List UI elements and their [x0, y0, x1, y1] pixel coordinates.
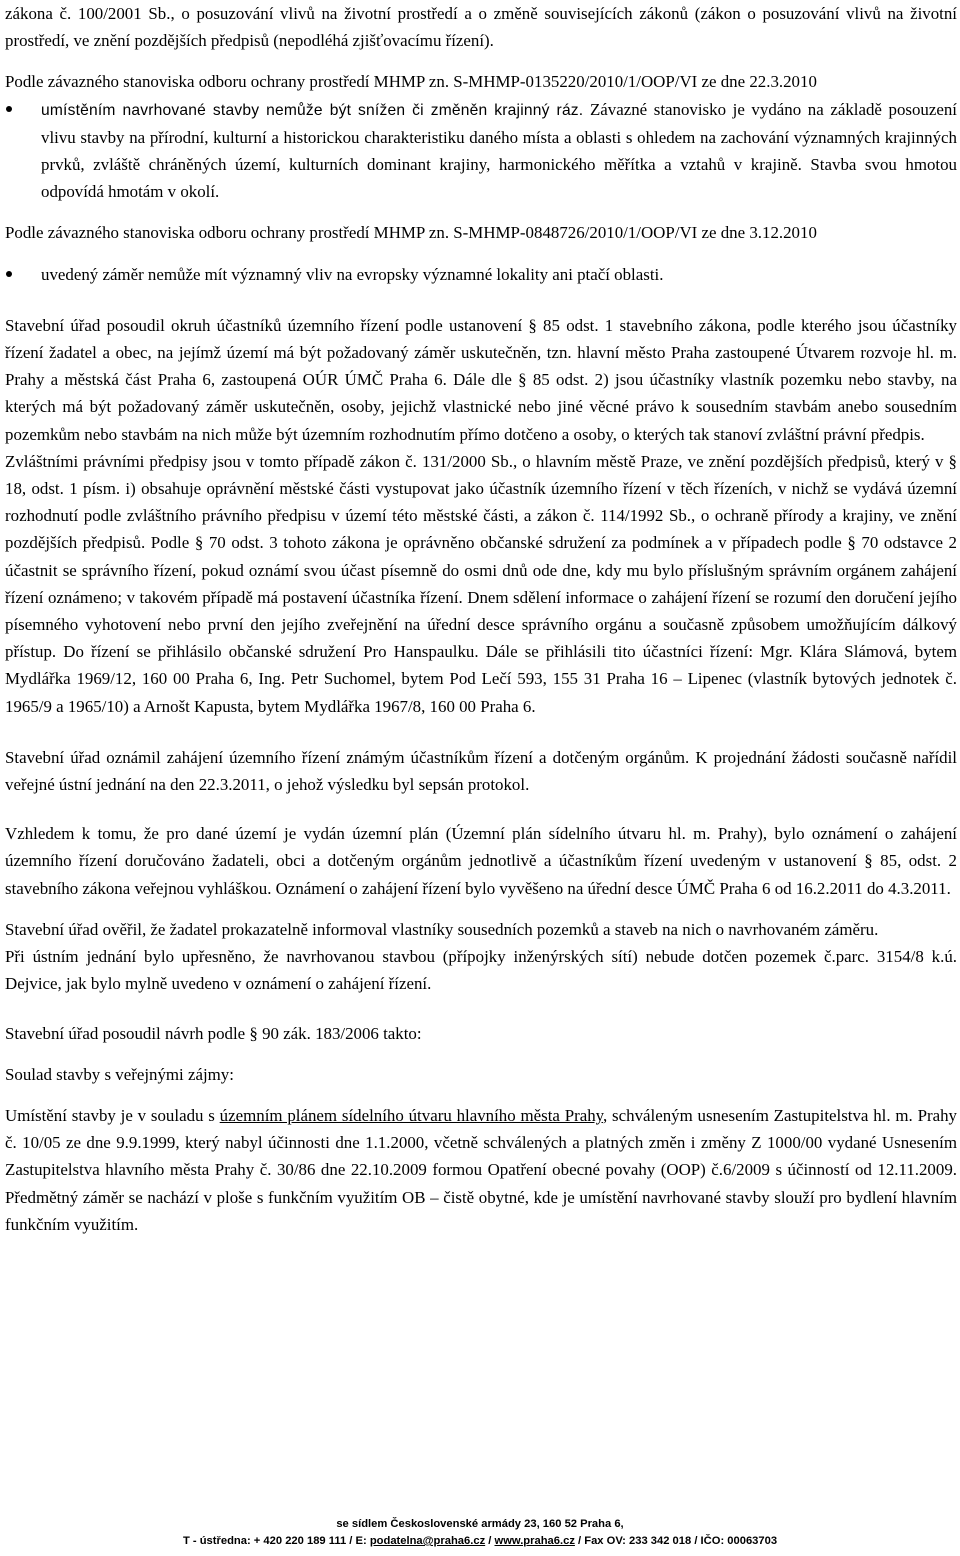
paragraph-intro: zákona č. 100/2001 Sb., o posuzování vlivů na životní prostředí a o změně souvisejících zákonů (zákon o posuzování vlivů na životní prostředí, ve znění pozdějších předpisů (nepodléhá zjišťovacímu řízení). [5, 4, 957, 51]
bullet-continuation: Závazné stanovisko je vydáno na základě posouzení vlivu stavby na přírodní, kulturní a historickou charakteristiku daného místa a oblasti s ohledem na zachování významných krajinných prvků, zvláště chráněných území, kulturních dominant krajiny, harmonického měřítka a vztahů v krajině. Stavba svou hmotou odpovídá hmotám v okolí. [41, 99, 957, 202]
footer-phone: T - ústředna: + 420 220 189 111 / E: [182, 1535, 370, 1547]
bullet-dot-icon [6, 106, 12, 112]
paragraph-uzemni-plan: Vzhledem k tomu, že pro dané území je vydán územní plán (Územní plán sídelního útvaru hl. m. Prahy), bylo oznámení o zahájení územního řízení doručováno žadateli, obci a dotčeným orgánům jednotlivě a účastníkům řízení uvedeným v ustanovení § 85, odst. 2 stavebního zákona veřejnou vyhláškou. Oznámení o zahájení řízení bylo vyvěšeno na úřední desce ÚMČ Praha 6 od 16.2.2011 do 4.3.2011. [5, 824, 957, 898]
bullet-item-krajinny-raz [5, 96, 957, 206]
soulad-text-end: , schváleným usnesením Zastupitelstva hl. m. Prahy č. 10/05 ze dne 9.9.1999, který nabyl účinnosti dne 1.1.2000, včetně schválených a platných změn i změny Z 1000/00 vydané Usnesením Zastupitelstva hlavního města Prahy č. 30/86 dne 22.10.2009 formou Opatření obecné povahy (OOP) č.6/2009 s účinností od 12.11.2009. Předmětný záměr se nachází v ploše s funkčním využitím OB – čistě obytné, kde je umístění navrhované stavby slouží pro bydlení hlavním funkčním využitím. [5, 1105, 957, 1234]
footer-web-link[interactable]: www.praha6.cz [494, 1535, 575, 1547]
footer-separator: / [485, 1535, 495, 1547]
uzemni-plan-reference: územním plánem sídelního útvaru hlavního města Prahy [219, 1105, 604, 1125]
paragraph-upresneni: Při ústním jednání bylo upřesněno, že navrhovanou stavbou (přípojky inženýrských sítí) nebude dotčen pozemek č.parc. 3154/8 k.ú. Dejvice, jak bylo mylně uvedeno v oznámení o zahájení řízení. [5, 947, 957, 994]
paragraph-zvlastni-predpisy: Zvláštními právními předpisy jsou v tomto případě zákon č. 131/2000 Sb., o hlavním městě Praze, ve znění pozdějších předpisů, který v § 18, odst. 1 písm. i) obsahuje oprávnění městské části vystupovat jako účastník územního řízení v těch řízeních, v nichž se vydává územní rozhodnutí podle zvláštního právního předpisu v území této městské části, a zákon č. 114/1992 Sb., o ochraně přírody a krajiny, ve znění pozdějších předpisů. Podle § 70 odst. 3 tohoto zákona je oprávněno občanské sdružení za podmínek a v případech podle § 70 odstavce 2 účastnit se správního řízení, pokud oznámí svou účast písemně do osmi dnů ode dne, kdy mu bylo příslušným správním orgánem zahájení řízení oznámeno; v takovém případě má postavení účastníka řízení. Dnem sdělení informace o zahájení řízení se rozumí den doručení jejího písemného vyhotovení nebo první den jejího zveřejnění na úřední desce správního orgánu a současně způsobem umožňujícím dálkový přístup. Do řízení se přihlásilo občanské sdružení Pro Hanspaulku. Dále se přihlásili tito účastníci řízení: Mgr. Klára Slámová, bytem Mydlářka 1969/12, 160 00 Praha 6, Ing. Petr Suchomel, bytem Pod Lečí 593, 155 31 Praha 16 – Lipenec (vlastník bytových jednotek č. 1965/9 a 1965/10) a Arnošt Kapusta, bytem Mydlářka 1967/8, 160 00 Praha 6. [5, 451, 957, 716]
bullet-text: umístěním navrhované stavby nemůže být snížen či změněn krajinný ráz. [41, 101, 584, 119]
footer-contacts [0, 1535, 960, 1547]
paragraph-stanovisko-2: Podle závazného stanoviska odboru ochrany prostředí MHMP zn. S-MHMP-0848726/2010/1/OOP/VI ze dne 3.12.2010 [5, 223, 817, 243]
paragraph-stanovisko-1: Podle závazného stanoviska odboru ochrany prostředí MHMP zn. S-MHMP-0135220/2010/1/OOP/VI ze dne 22.3.2010 [5, 72, 817, 92]
soulad-text-start: Umístění stavby je v souladu s [5, 1105, 220, 1125]
bullet-item-evropske-lokality [5, 261, 957, 288]
bullet-dot-icon [6, 271, 12, 277]
paragraph-oznameni: Stavební úřad oznámil zahájení územního řízení známým účastníkům řízení a dotčeným orgánům. K projednání žádosti současně nařídil veřejné ústní jednání na den 22.3.2011, o jehož výsledku byl sepsán protokol. [5, 747, 957, 795]
footer-fax-ico: / Fax OV: 233 342 018 / IČO: 00063703 [574, 1535, 778, 1547]
paragraph-soulad [5, 1102, 957, 1238]
paragraph-soulad-heading: Soulad stavby s veřejnými zájmy: [5, 1064, 234, 1084]
paragraph-posouzeni: Stavební úřad posoudil návrh podle § 90 zák. 183/2006 takto: [5, 1023, 422, 1043]
paragraph-ucastnici: Stavební úřad posoudil okruh účastníků územního řízení podle ustanovení § 85 odst. 1 stavebního zákona, podle kterého jsou účastníky řízení žadatel a obec, na jejímž území má být požadovaný záměr uskutečněn, tzn. hlavní město Praha zastoupené Útvarem rozvoje hl. m. Prahy a městská část Praha 6, zastoupená OÚR ÚMČ Praha 6. Dále dle § 85 odst. 2) jsou účastníky vlastník pozemku nebo stavby, na kterých má být požadovaný záměr uskutečněn, osoby, jejichž vlastnické nebo jiné věcné právo k sousedním stavbám anebo sousedním pozemkům nebo stavbám na nich může být územním rozhodnutím přímo dotčeno a osoby, o kterých tak stanoví zvláštní právní předpis. [5, 315, 957, 444]
document-body [5, 0, 957, 1238]
paragraph-informovani: Stavební úřad ověřil, že žadatel prokazatelně informoval vlastníky sousedních pozemků a staveb na nich o navrhovaném záměru. [5, 919, 879, 939]
footer-address: se sídlem Československé armády 23, 160 52 Praha 6, [336, 1518, 624, 1530]
footer-email-link[interactable]: podatelna@praha6.cz [369, 1535, 486, 1547]
bullet-text: uvedený záměr nemůže mít významný vliv na evropsky významné lokality ani ptačí oblasti. [41, 264, 664, 284]
